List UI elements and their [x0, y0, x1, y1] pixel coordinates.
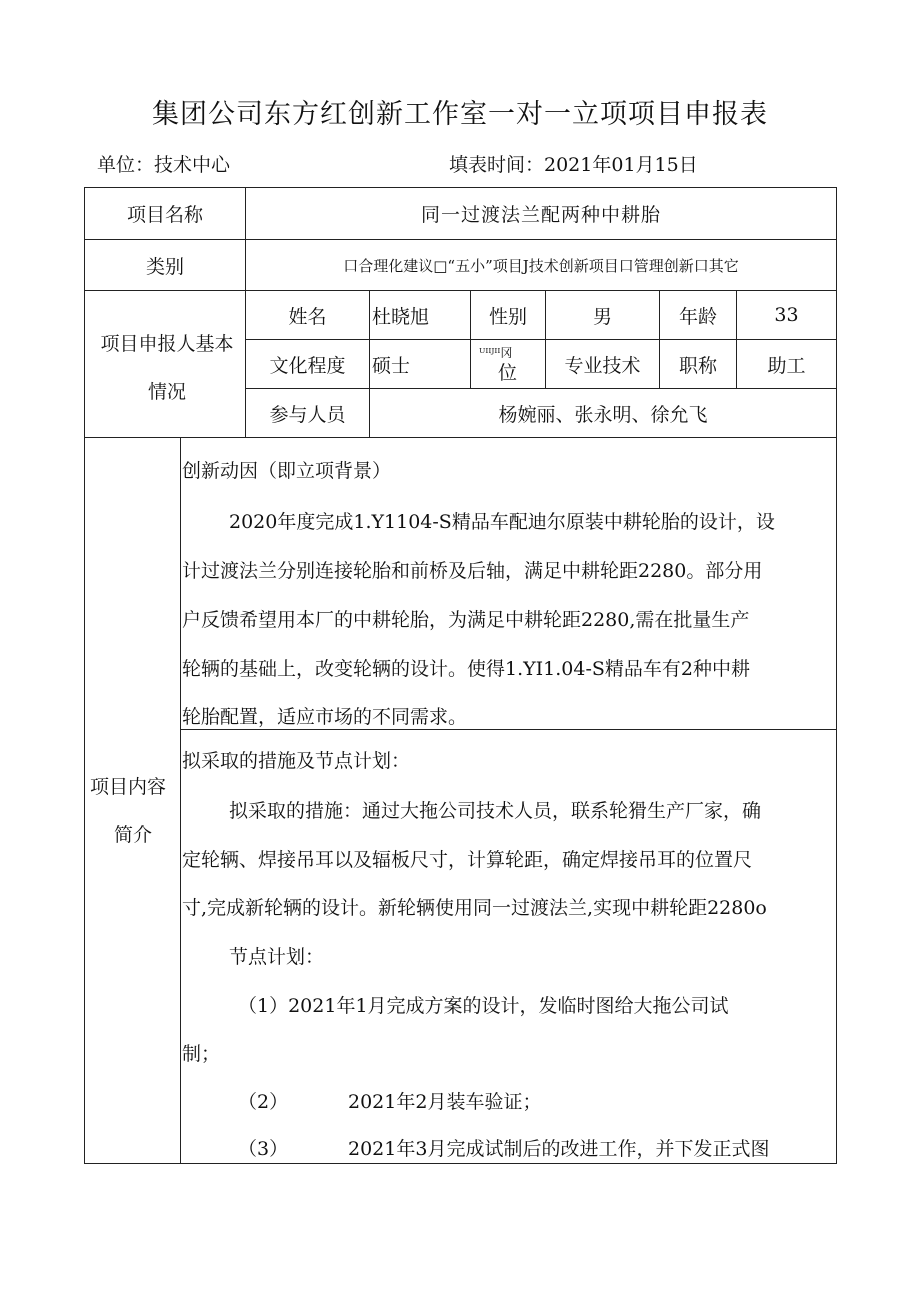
age-value: 33: [774, 304, 799, 326]
fill-date: 填表时间：2021年01月15日: [449, 154, 698, 176]
post-value: 专业技术: [564, 354, 641, 377]
motivation-line: 计过渡法兰分别连接轮胎和前桥及后轴，满足中耕轮距2280。部分用: [182, 560, 763, 582]
category-value: 口合理化建议□“五小”项目J技术创新项目口管理创新口其它: [343, 256, 739, 275]
name-label: 姓名: [288, 305, 327, 328]
motivation-heading: 创新动因（即立项背景）: [182, 460, 392, 482]
participants-label: 参与人员: [269, 403, 346, 426]
motivation-line: 户反馈希望用本厂的中耕轮胎，为满足中耕轮距2280,需在批量生产: [182, 609, 750, 631]
age-label: 年龄: [678, 305, 717, 328]
plan-item-3-num: （3）: [238, 1138, 289, 1160]
applicant-section-label: [85, 320, 245, 403]
row-divider: [84, 437, 836, 438]
form-title: 集团公司东方红创新工作室一对一立项项目申报表: [152, 99, 768, 130]
measures-line: 定轮辆、焊接吊耳以及辐板尺寸，计算轮距，确定焊接吊耳的位置尺: [182, 849, 753, 871]
motivation-line: 轮辆的基础上，改变轮辆的设计。使得1.YI1.04-S精品车有2种中耕: [182, 658, 751, 680]
gender-label: 性别: [488, 305, 527, 328]
measures-line: 拟采取的措施：通过大拖公司技术人员，联系轮猾生产厂家，确: [229, 800, 762, 822]
content-section-label-line1: 项目内容: [90, 776, 167, 798]
node-plan-heading: 节点计划：: [229, 946, 325, 968]
post-label: [471, 340, 545, 388]
plan-item-3-text: 2021年3月完成试制后的改进工作，并下发正式图: [348, 1138, 770, 1160]
plan-item-2-num: （2）: [238, 1091, 289, 1113]
project-name-label: 项目名称: [126, 204, 203, 226]
education-label: 文化程度: [269, 354, 346, 377]
motivation-line: 轮胎配置，适应市场的不同需求。: [182, 706, 468, 728]
measures-line: 寸,完成新轮辆的设计。新轮辆使用同一过渡法兰,实现中耕轮距2280o: [182, 897, 767, 919]
education-value: 硕士: [372, 354, 411, 377]
unit-label: 单位：技术中心: [97, 154, 231, 176]
plan-item-1: （1）2021年1月完成方案的设计，发临时图给大拖公司试: [238, 995, 729, 1017]
post-label-top: ᵁᴵᴵᴶᴵᴵ冈: [479, 346, 513, 360]
title-label: 职称: [678, 354, 717, 377]
row-divider: [180, 729, 836, 730]
project-name-value: 同一过渡法兰配两种中耕胎: [420, 204, 661, 226]
plan-item-2-text: 2021年2月装车验证；: [348, 1091, 542, 1113]
category-label: 类别: [145, 255, 184, 278]
motivation-line: 2020年度完成1.Y1104-S精品车配迪尔原装中耕轮胎的设计，设: [229, 511, 775, 533]
gender-value: 男: [592, 305, 612, 328]
applicant-section-label-text: 项目申报人基本情况: [100, 333, 234, 403]
name-value: 杜晓旭: [372, 305, 430, 328]
title-value: 助工: [767, 354, 806, 377]
post-label-bottom: 位: [498, 362, 518, 384]
table-border-right: [836, 187, 837, 1164]
content-section-label-line2: 简介: [114, 824, 153, 846]
participants-value: 杨婉丽、张永明、徐允飞: [498, 403, 708, 426]
measures-heading: 拟采取的措施及节点计划：: [182, 750, 411, 772]
plan-item-1-cont: 制；: [182, 1043, 221, 1065]
table-border-bottom: [84, 1163, 836, 1164]
col-divider: [180, 437, 181, 1164]
